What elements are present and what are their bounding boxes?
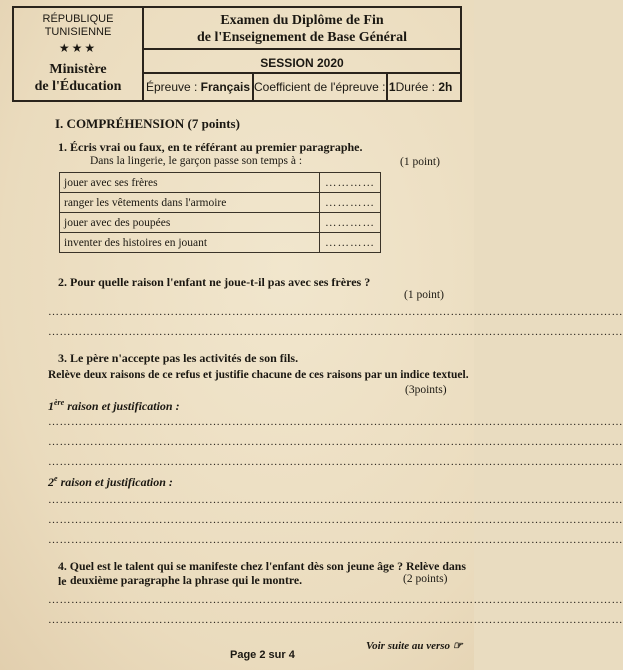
answer-line[interactable]: …………………………………………………………………………………………………………………………………… xyxy=(48,494,623,506)
question-2: 2. Pour quelle raison l'enfant ne joue-t-il pas avec ses frères ? xyxy=(58,275,371,289)
exam-title: Examen du Diplôme de Fin de l'Enseignement de Base Général xyxy=(144,8,460,50)
session-label: SESSION 2020 xyxy=(144,52,460,74)
answer-blank[interactable]: ………… xyxy=(320,193,381,213)
coefficient-cell: Coefficient de l'épreuve : 1 xyxy=(254,74,388,100)
answer-line[interactable]: …………………………………………………………………………………………………………………………………… xyxy=(48,534,623,546)
epreuve-cell: Épreuve : Français xyxy=(144,74,254,100)
answer-line[interactable]: …………………………………………………………………………………………………………………………………… xyxy=(48,614,623,626)
table-row: jouer avec des poupées ………… xyxy=(60,213,381,233)
country-name: RÉPUBLIQUE TUNISIENNE xyxy=(42,13,114,38)
reason-1-label: 1ère raison et justification : xyxy=(48,398,180,413)
exam-info-row xyxy=(144,74,460,100)
answer-line[interactable]: …………………………………………………………………………………………………………………………………… xyxy=(48,416,623,428)
true-false-table xyxy=(59,172,381,253)
stars-emblem: ★★★ xyxy=(58,41,98,55)
answer-line[interactable]: …………………………………………………………………………………………………………………………………… xyxy=(48,594,623,606)
answer-line[interactable]: …………………………………………………………………………………………………………………………………… xyxy=(48,514,623,526)
question-3-points: (3points) xyxy=(405,384,447,396)
answer-blank[interactable]: ………… xyxy=(320,173,381,193)
question-4-line-2: deuxième paragraphe la phrase qui le montre. xyxy=(70,573,303,587)
section-title: I. COMPRÉHENSION (7 points) xyxy=(55,116,240,131)
answer-blank[interactable]: ………… xyxy=(320,213,381,233)
table-row: jouer avec ses frères ………… xyxy=(60,173,381,193)
continue-note: Voir suite au verso ☞ xyxy=(366,640,463,652)
question-3-instruction: Relève deux raisons de ce refus et justifie chacune de ces raisons par un indice textuel. xyxy=(48,369,469,381)
answer-blank[interactable]: ………… xyxy=(320,233,381,253)
answer-line[interactable]: …………………………………………………………………………………………………………………………………… xyxy=(48,326,623,338)
answer-line[interactable]: …………………………………………………………………………………………………………………………………… xyxy=(48,306,623,318)
question-4-points: (2 points) xyxy=(403,573,448,585)
duree-cell: Durée : 2h xyxy=(395,80,453,94)
question-1: 1. Écris vrai ou faux, en te référant au premier paragraphe. xyxy=(58,140,363,154)
table-row: ranger les vêtements dans l'armoire ………… xyxy=(60,193,381,213)
question-2-points: (1 point) xyxy=(404,289,444,301)
page-number: Page 2 sur 4 xyxy=(230,649,295,661)
header-country-block xyxy=(14,8,144,100)
ministry-name: Ministère de l'Éducation xyxy=(34,62,122,94)
answer-line[interactable]: …………………………………………………………………………………………………………………………………… xyxy=(48,436,623,448)
exam-header xyxy=(12,6,462,102)
table-row: inventer des histoires en jouant ………… xyxy=(60,233,381,253)
answer-line[interactable]: …………………………………………………………………………………………………………………………………… xyxy=(48,456,623,468)
question-3: 3. Le père n'accepte pas les activités de son fils. xyxy=(58,351,299,365)
question-1-intro: Dans la lingerie, le garçon passe son temps à : xyxy=(90,155,303,167)
reason-2-label: 2e raison et justification : xyxy=(48,474,173,489)
question-4-line-1: 4. Quel est le talent qui se manifeste chez l'enfant dès son jeune âge ? Relève dans le xyxy=(58,559,466,588)
question-1-points: (1 point) xyxy=(400,156,440,168)
